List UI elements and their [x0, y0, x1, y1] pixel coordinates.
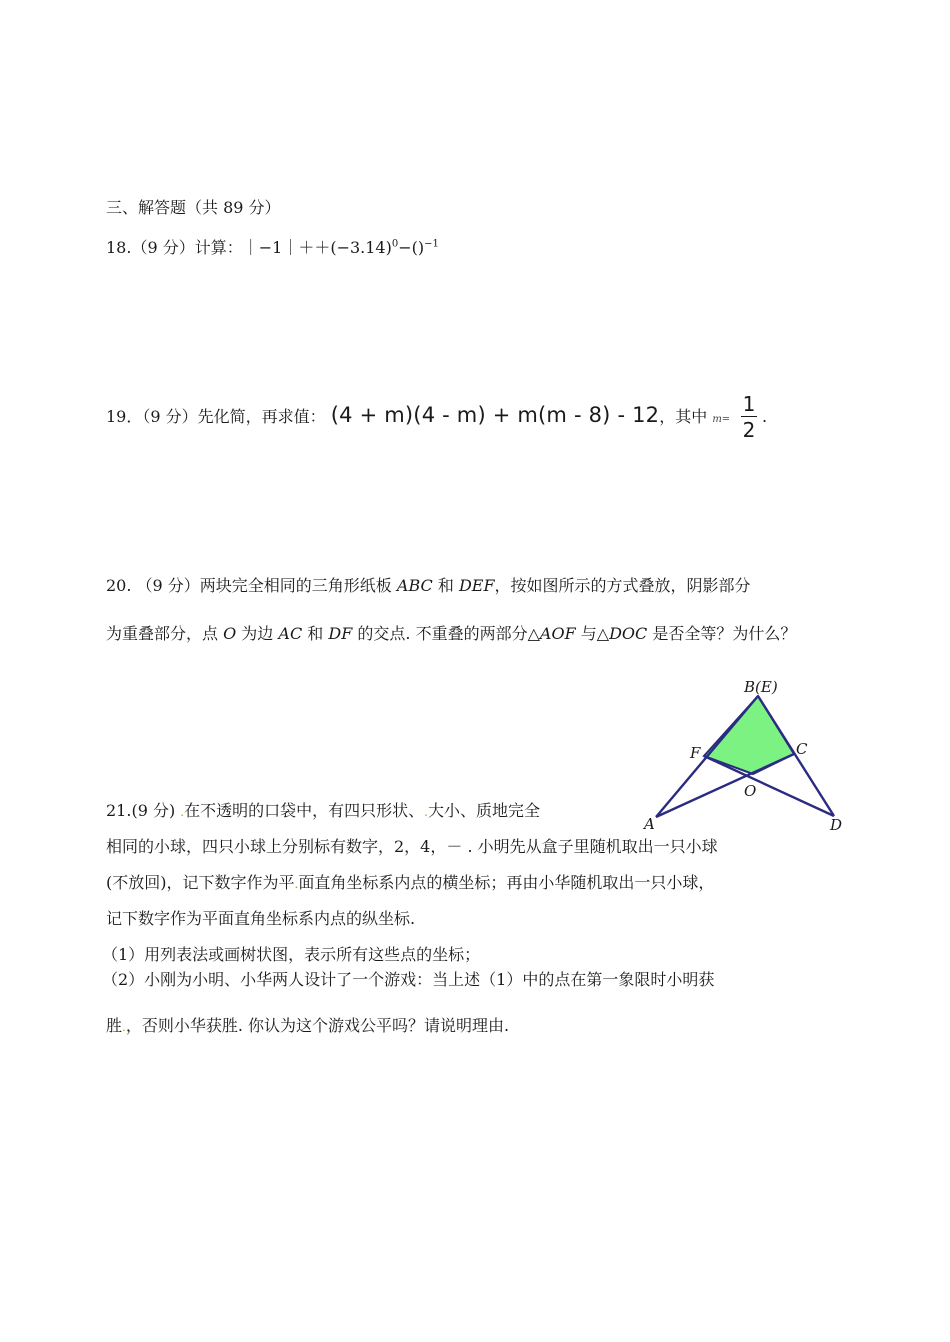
q21-number: 21.(9 分)	[106, 801, 181, 820]
section-header: 三、解答题（共 89 分）	[106, 198, 281, 217]
question-21-line-1	[106, 800, 540, 823]
mark-dot: .	[122, 1020, 126, 1034]
question-19	[106, 404, 730, 431]
q18-prompt: 计算：	[194, 238, 243, 257]
q20-text: 的交点. 不重叠的两部分△	[352, 624, 540, 643]
triangle-abc: ABC	[396, 576, 433, 595]
question-20-line-1	[106, 575, 751, 597]
q18-exponent-neg-one: −1	[424, 238, 439, 250]
triangle-overlap-figure	[640, 672, 850, 842]
label-b-e: B(E)	[744, 678, 778, 696]
question-20-line-2	[106, 623, 796, 645]
triangle-def: DEF	[458, 576, 495, 595]
q21-text: 胜	[106, 1016, 123, 1035]
question-21-part-1: （1）用列表法或画树状图，表示所有这些点的坐标；	[102, 945, 481, 964]
label-a: A	[644, 815, 655, 833]
question-21-line-3	[106, 872, 714, 895]
q18-number: 18.（9 分）	[106, 238, 195, 257]
q20-text: 为重叠部分，点	[106, 624, 224, 643]
question-18	[106, 237, 439, 259]
mark-dot: .	[180, 805, 185, 819]
q21-text: ，否则小华获胜. 你认为这个游戏公平吗？请说明理由.	[125, 1016, 510, 1035]
q20-text: 是否全等？为什么？	[647, 624, 797, 643]
label-c: C	[796, 740, 808, 758]
side-df: DF	[328, 624, 353, 643]
q20-text: 与△	[575, 624, 610, 643]
question-21-line-2: 相同的小球，四只小球上分别标有数字，2，4，－ . 小明先从盒子里随机取出一只小球	[106, 837, 718, 856]
question-21-line-4: 记下数字作为平面直角坐标系内点的纵坐标.	[106, 909, 416, 928]
q19-fraction-numerator: 1	[742, 392, 756, 416]
q21-text: (不放回)，记下数字作为平	[106, 873, 295, 892]
label-o: O	[744, 782, 757, 800]
q19-fraction	[740, 392, 758, 443]
mark-dot: .	[294, 877, 299, 891]
question-21-part-3	[106, 1015, 509, 1038]
q18-expr-a: ｜−1｜＋＋(−3.14)	[242, 238, 392, 257]
q19-expression: (4 + m)(4 - m) + m(m - 8) - 12	[330, 403, 660, 427]
q19-fraction-denominator: 2	[742, 418, 756, 442]
q19-prompt: 先化简，再求值：	[197, 407, 326, 426]
side-ac: AC	[278, 624, 303, 643]
label-f: F	[690, 744, 701, 762]
triangle-doc: DOC	[609, 624, 648, 643]
mark-dot: .	[424, 805, 428, 819]
q20-text: 为边	[236, 624, 279, 643]
q20-text: ，按如图所示的方式叠放，阴影部分	[494, 576, 751, 595]
q20-text: 20. （9 分）两块完全相同的三角形纸板	[106, 576, 397, 595]
q21-text: 面直角坐标系内点的横坐标；再由小华随机取出一只小球，	[298, 873, 715, 892]
point-o: O	[223, 624, 237, 643]
q20-text: 和	[302, 624, 329, 643]
q20-text: 和	[432, 576, 459, 595]
q19-condition: m=	[712, 414, 731, 425]
q19-where: ，其中	[659, 407, 708, 426]
q21-text: 大小、质地完全	[427, 801, 540, 820]
question-21-part-2: （2）小刚为小明、小华两人设计了一个游戏：当上述（1）中的点在第一象限时小明获	[102, 970, 715, 989]
q19-number: 19．（9 分）	[106, 407, 198, 426]
label-d: D	[830, 816, 843, 834]
q18-expr-b: −()	[398, 238, 425, 257]
q19-period: .	[762, 407, 768, 426]
q18-exponent-zero: 0	[391, 238, 399, 250]
triangle-aof: AOF	[539, 624, 576, 643]
q21-text: 在不透明的口袋中，有四只形状、	[184, 801, 425, 820]
